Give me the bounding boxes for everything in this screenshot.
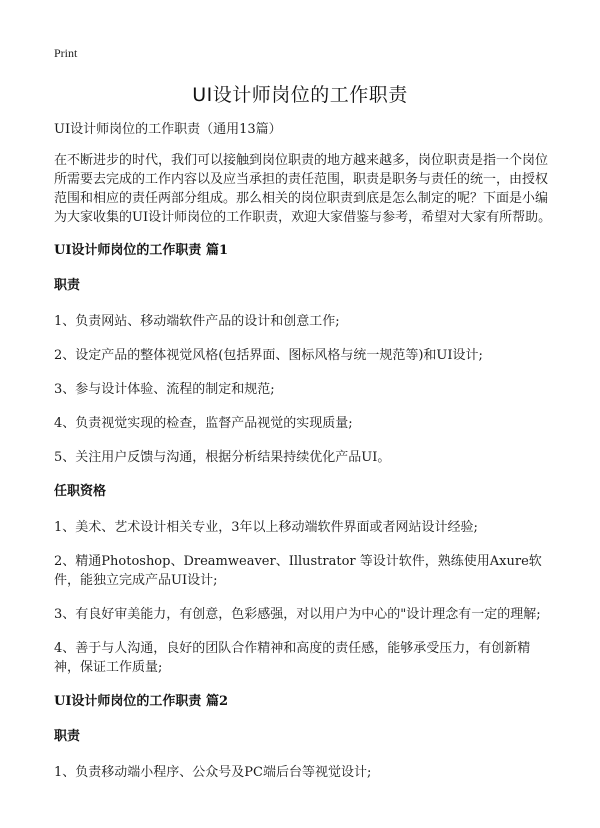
qualification-item: 4、善于与人沟通，良好的团队合作精神和高度的责任感，能够承受压力，有创新精神，保证工作质量; (54, 641, 531, 675)
duty-item: 4、负责视觉实现的检查，监督产品视觉的实现质量; (54, 416, 353, 431)
duties-heading: 职责 (54, 729, 81, 744)
intro-paragraph: 在不断进步的时代，我们可以接触到岗位职责的地方越来越多，岗位职责是指一个岗位所需要去完成的工作内容以及应当承担的责任范围，职责是职务与责任的统一，由授权范围和相应的责任两部分组成。那么相关的岗位职责到底是怎么制定的呢？下面是小编为大家收集的UI设计师岗位的工作职责，欢迎大家借鉴与参考，希望对大家有所帮助。 (54, 153, 552, 225)
duty-item: 1、负责网站、移动端软件产品的设计和创意工作; (54, 314, 340, 329)
duty-item: 3、参与设计体验、流程的制定和规范; (54, 382, 275, 397)
qualification-item: 2、精通Photoshop、Dreamweaver、Illustrator 等设计软件，熟练使用Axure软件，能独立完成产品UI设计; (54, 554, 542, 588)
print-link[interactable]: Print (54, 46, 78, 60)
section-heading: UI设计师岗位的工作职责 篇2 (54, 694, 228, 709)
document-subtitle: UI设计师岗位的工作职责（通用13篇） (54, 122, 282, 137)
qualification-item: 3、有良好审美能力，有创意，色彩感强，对以用户为中心的"设计理念有一定的理解; (54, 607, 541, 622)
document-body (54, 120, 554, 797)
qualifications-heading: 任职资格 (54, 484, 107, 499)
duty-item: 2、设定产品的整体视觉风格(包括界面、图标风格与统一规范等)和UI设计; (54, 348, 483, 363)
duties-heading: 职责 (54, 278, 81, 293)
page-title: UI设计师岗位的工作职责 (192, 84, 408, 106)
duty-item: 5、关注用户反馈与沟通，根据分析结果持续优化产品UI。 (54, 450, 391, 465)
duty-item: 1、负责移动端小程序、公众号及PC端后台等视觉设计; (54, 765, 372, 780)
qualification-item: 1、美术、艺术设计相关专业，3年以上移动端软件界面或者网站设计经验; (54, 520, 478, 535)
section-heading: UI设计师岗位的工作职责 篇1 (54, 243, 228, 258)
